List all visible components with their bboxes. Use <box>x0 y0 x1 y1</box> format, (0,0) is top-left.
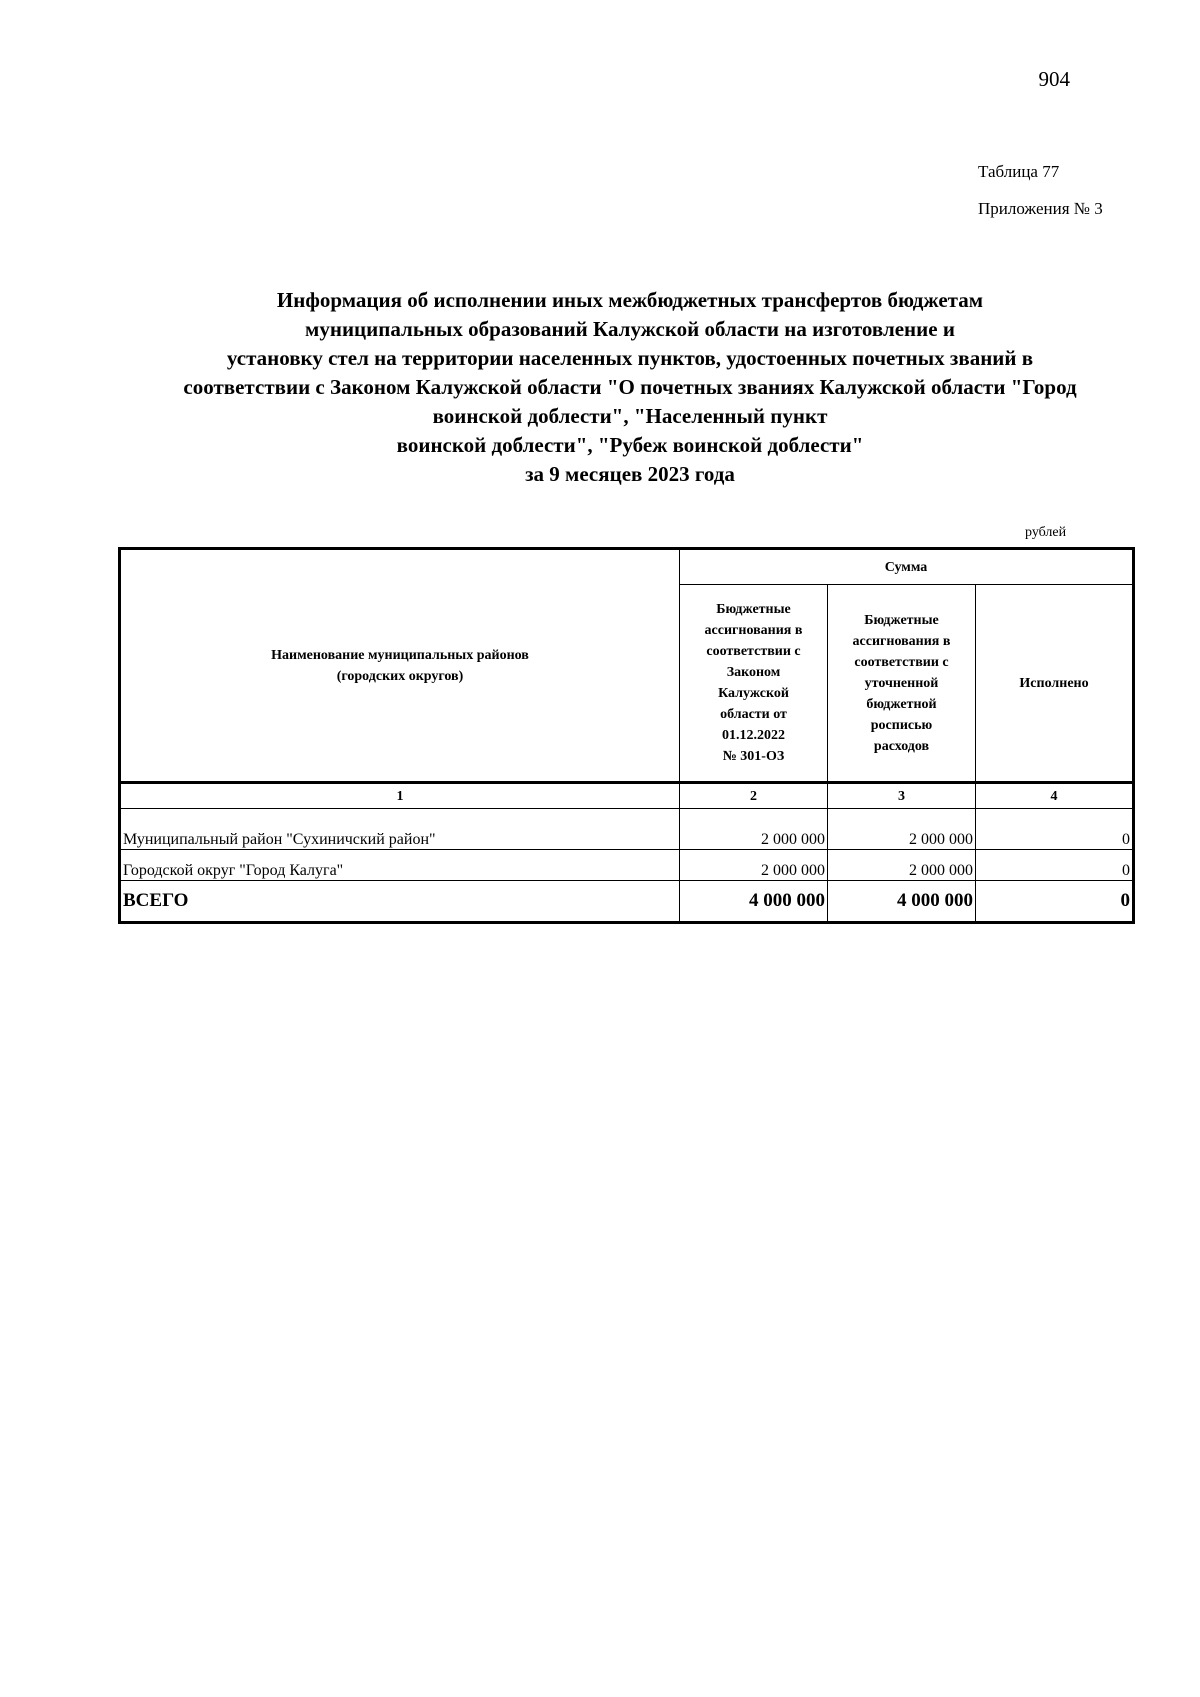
total-row <box>120 881 1134 923</box>
total-refined-amount: 4 000 000 <box>828 881 976 923</box>
report-table <box>118 547 1135 924</box>
refined-amount: 2 000 000 <box>828 819 976 850</box>
planned-amount: 2 000 000 <box>680 819 828 850</box>
total-planned-amount: 4 000 000 <box>680 881 828 923</box>
document-title: Информация об исполнении иных межбюджетных трансфертов бюджетам муниципальных образований Калужской области на изготовление и установку стел на территории населенных пунктов, удостоенных почетных званий в соответствии с Законом Калужской области "О почетных званиях Калужской области "Город воинской доблести", "Населенный пункт воинской доблести", "Рубеж воинской доблести" за 9 месяцев 2023 года <box>183 288 1077 486</box>
column-number: 3 <box>828 783 976 809</box>
column-planned-header: Бюджетные ассигнования в соответствии с Законом Калужской области от 01.12.2022 № 301-ОЗ <box>680 585 828 783</box>
total-label: ВСЕГО <box>120 881 680 923</box>
column-refined-header: Бюджетные ассигнования в соответствии с уточненной бюджетной росписью расходов <box>828 585 976 783</box>
appendix-reference: Приложения № 3 <box>978 199 1103 218</box>
total-executed-amount: 0 <box>976 881 1134 923</box>
planned-amount: 2 000 000 <box>680 850 828 881</box>
unit-label: рублей <box>1025 525 1067 540</box>
municipality-name: Муниципальный район "Сухиничский район" <box>120 819 680 850</box>
column-name-header: Наименование муниципальных районов (городских округов) <box>120 549 680 783</box>
executed-amount: 0 <box>976 819 1134 850</box>
executed-amount: 0 <box>976 850 1134 881</box>
column-number: 4 <box>976 783 1134 809</box>
column-numbers-row <box>120 783 1134 809</box>
municipality-name: Городской округ "Город Калуга" <box>120 850 680 881</box>
page-number: 904 <box>1038 67 1070 91</box>
table-row <box>120 819 1134 850</box>
column-number: 2 <box>680 783 828 809</box>
header-row-sum <box>120 549 1134 585</box>
spacer-row <box>120 809 1134 820</box>
table-reference: Таблица 77 <box>978 162 1060 181</box>
refined-amount: 2 000 000 <box>828 850 976 881</box>
table-row <box>120 850 1134 881</box>
column-executed-header: Исполнено <box>976 585 1134 783</box>
column-number: 1 <box>120 783 680 809</box>
sum-header: Сумма <box>680 549 1134 585</box>
